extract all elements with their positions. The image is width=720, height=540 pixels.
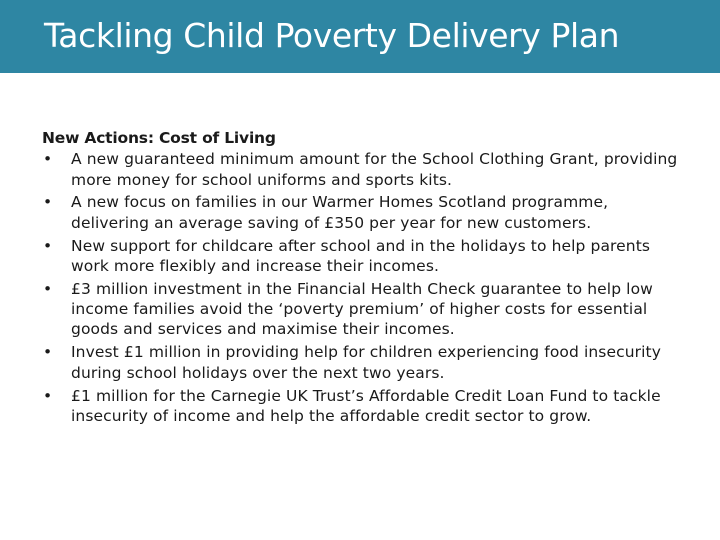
bullet-icon: • bbox=[43, 279, 53, 298]
bullet-icon: • bbox=[43, 193, 53, 212]
bullet-text: Invest £1 million in providing help for children experiencing food insecurity during school holidays over the next two years. bbox=[71, 343, 661, 382]
bullet-text: A new guaranteed minimum amount for the School Clothing Grant, providing more money for school uniforms and sports kits. bbox=[71, 150, 678, 189]
bullet-text: A new focus on families in our Warmer Homes Scotland programme, delivering an average saving of £350 per year for new customers. bbox=[71, 193, 609, 232]
bullet-list bbox=[42, 149, 682, 426]
bullet-text: £3 million investment in the Financial Health Check guarantee to help low income families avoid the ‘poverty premium’ of higher costs for essential goods and services and maximise their incomes. bbox=[71, 279, 653, 339]
bullet-item bbox=[42, 236, 682, 277]
bullet-text: New support for childcare after school and in the holidays to help parents work more flexibly and increase their incomes. bbox=[71, 236, 651, 275]
bullet-item bbox=[42, 386, 682, 427]
bullet-icon: • bbox=[43, 343, 53, 362]
bullet-icon: • bbox=[43, 236, 53, 255]
bullet-item bbox=[42, 342, 682, 383]
bullet-item bbox=[42, 149, 682, 190]
bullet-text: £1 million for the Carnegie UK Trust’s Affordable Credit Loan Fund to tackle insecurity of income and help the affordable credit sector to grow. bbox=[71, 386, 661, 425]
content-area bbox=[42, 128, 682, 429]
section-heading: New Actions: Cost of Living bbox=[42, 129, 276, 147]
title-bar bbox=[0, 0, 720, 73]
bullet-icon: • bbox=[43, 386, 53, 405]
bullet-item bbox=[42, 279, 682, 340]
bullet-item bbox=[42, 192, 682, 233]
slide-title: Tackling Child Poverty Delivery Plan bbox=[44, 16, 620, 55]
bullet-icon: • bbox=[43, 150, 53, 169]
